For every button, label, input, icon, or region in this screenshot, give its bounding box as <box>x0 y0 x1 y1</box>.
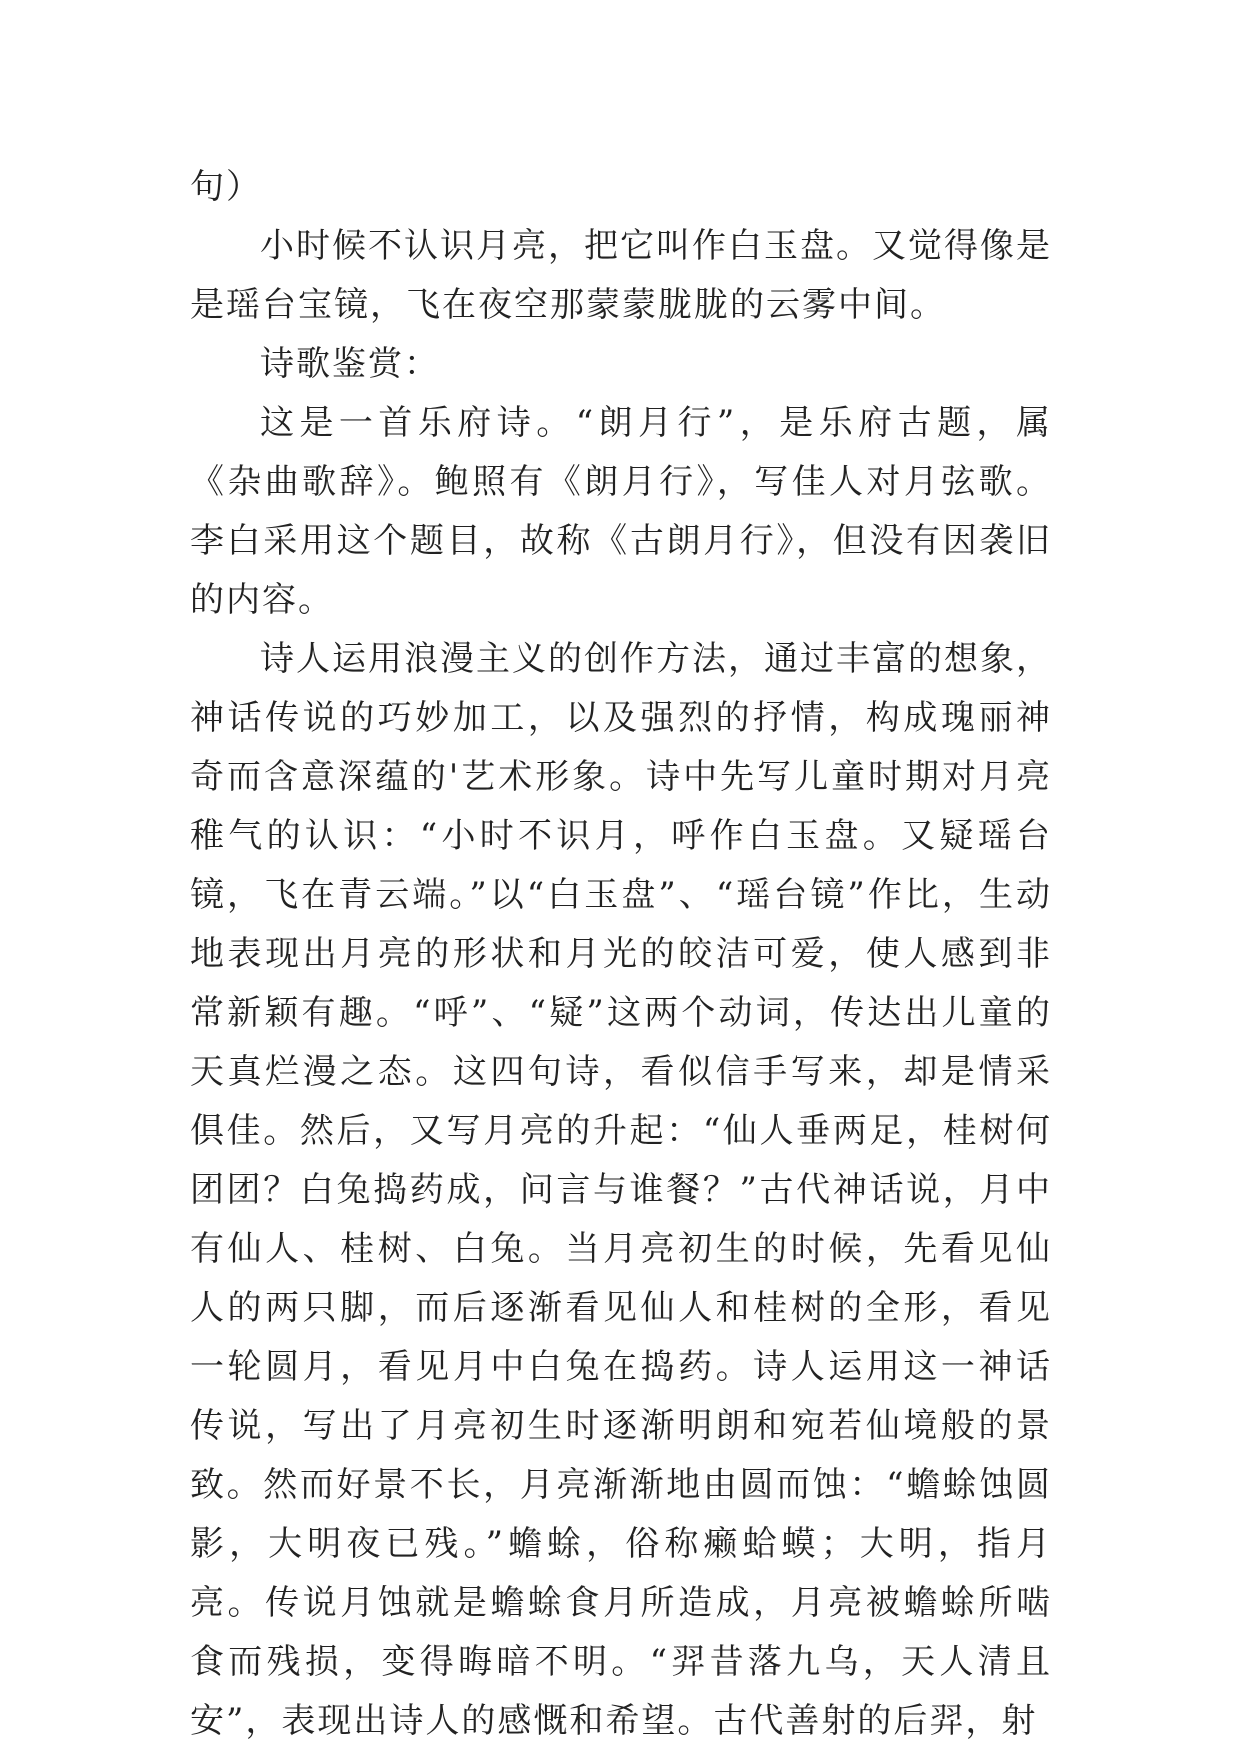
section-heading-appreciation: 诗歌鉴赏： <box>260 344 440 384</box>
paragraph-translation: 小时候不认识月亮，把它叫作白玉盘。又觉得像是是瑶台宝镜，飞在夜空那蒙蒙胧胧的云雾中间。 <box>190 226 1052 325</box>
paragraph-analysis: 诗人运用浪漫主义的创作方法，通过丰富的想象，神话传说的巧妙加工，以及强烈的抒情，构成瑰丽神奇而含意深蕴的'艺术形象。诗中先写儿童时期对月亮稚气的认识：“小时不识月，呼作白玉盘。又疑瑶台镜，飞在青云端。”以“白玉盘”、“瑶台镜”作比，生动地表现出月亮的形状和月光的皎洁可爱，使人感到非常新颖有趣。“呼”、“疑”这两个动词，传达出儿童的天真烂漫之态。这四句诗，看似信手写来，却是情采俱佳。然后，又写月亮的升起：“仙人垂两足，桂树何团团？白兔捣药成，问言与谁餐？”古代神话说，月中有仙人、桂树、白兔。当月亮初生的时候，先看见仙人的两只脚，而后逐渐看见仙人和桂树的全形，看见一轮圆月，看见月中白兔在捣药。诗人运用这一神话传说，写出了月亮初生时逐渐明朗和宛若仙境般的景致。然而好景不长，月亮渐渐地由圆而蚀：“蟾蜍蚀圆影，大明夜已残。”蟾蜍，俗称癞蛤蟆；大明，指月亮。传说月蚀就是蟾蜍食月所造成，月亮被蟾蜍所啮食而残损，变得晦暗不明。“羿昔落九乌，天人清且安”，表现出诗人的感慨和希望。古代善射的后羿，射 <box>190 639 1052 1741</box>
paragraph-intro: 这是一首乐府诗。“朗月行”，是乐府古题，属《杂曲歌辞》。鲍照有《朗月行》，写佳人对月弦歌。李白采用这个题目，故称《古朗月行》，但没有因袭旧的内容。 <box>190 403 1052 620</box>
document-body <box>190 158 1052 1751</box>
paragraph-continuation: 句） <box>190 167 262 207</box>
